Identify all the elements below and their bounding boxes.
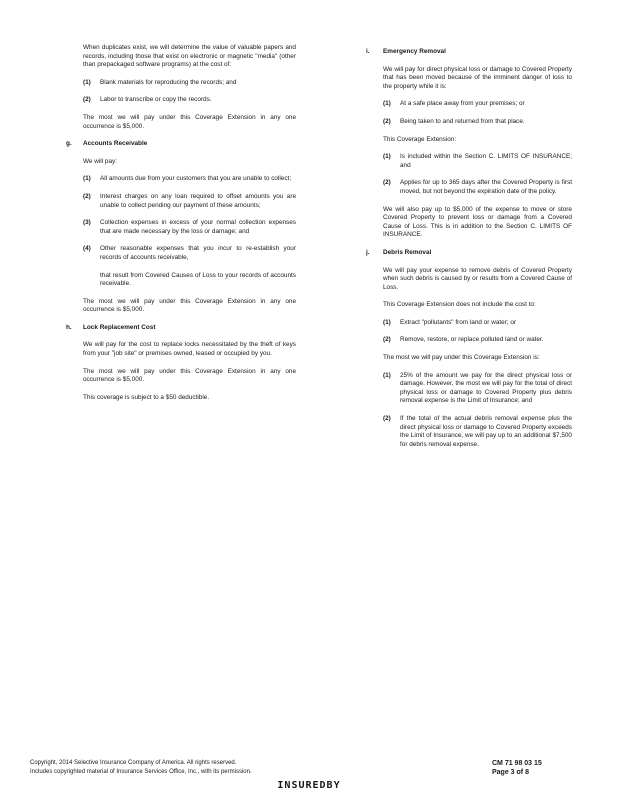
form-info — [492, 759, 592, 777]
section-heading-g — [66, 140, 296, 149]
lock-replacement-body — [66, 341, 296, 402]
section-letter: g. — [66, 140, 72, 148]
item-number: (2) — [83, 192, 91, 200]
list-item — [383, 336, 572, 345]
item-text: Collection expenses in excess of your normal collection expenses that are made necessary by the loss or damage; and — [100, 219, 296, 235]
copyright-line-2: Includes copyrighted material of Insurance Services Office, Inc., with its permission. — [30, 769, 252, 775]
extension-lead: This Coverage Extension: — [383, 135, 457, 143]
section-heading-i — [366, 48, 572, 57]
item-text: Applies for up to 365 days after the Covered Property is first moved, but not beyond the expiration date of the policy. — [400, 179, 572, 195]
item-text: 25% of the amount we pay for the direct physical loss or damage. However, the most we will pay for the total of direct physical loss or damage to Covered Property plus debris removal expense is the Limit of Insurance; and — [400, 371, 572, 405]
valuable-papers-limit: The most we will pay under this Coverage Extension in any one occurrence is $5,000. — [83, 113, 296, 130]
list-item — [383, 372, 572, 406]
list-item — [83, 96, 296, 105]
item-text: Being taken to and returned from that place. — [400, 117, 525, 125]
item-text: Extract "pollutants" from land or water; or — [400, 318, 517, 326]
right-column — [366, 44, 572, 458]
list-item — [383, 319, 572, 328]
section-title: Debris Removal — [383, 248, 432, 256]
item-number: (1) — [383, 371, 391, 379]
item-number: (2) — [383, 336, 391, 344]
emergency-removal-body — [366, 66, 572, 240]
lock-deductible: This coverage is subject to a $50 deductible. — [83, 393, 210, 401]
item-number: (1) — [383, 100, 391, 108]
section-title: Emergency Removal — [383, 48, 446, 55]
debris-body: We will pay your expense to remove debris of Covered Property when such debris is caused by or results from a Covered Cause of Loss. — [383, 266, 572, 291]
list-item — [383, 118, 572, 127]
item-text: If the total of the actual debris removal expense plus the direct physical loss or damage to Covered Property exceeds the Limit of Insurance, we will pay up to an additional $7,500 for debris removal expense. — [400, 415, 572, 448]
list-item — [83, 193, 296, 210]
item-number: (4) — [83, 245, 91, 253]
list-item — [383, 100, 572, 109]
lock-limit: The most we will pay under this Coverage Extension in any one occurrence is $5,000. — [83, 367, 296, 384]
accounts-limit: The most we will pay under this Coverage Extension in any one occurrence is $5,000. — [83, 297, 296, 314]
list-item — [83, 219, 296, 236]
item-text: At a safe place away from your premises; or — [400, 100, 525, 108]
item-number: (2) — [383, 415, 391, 423]
emergency-expense: We will also pay up to $5,000 of the expense to move or store Covered Property to prevent loss or damage from a Covered Cause of Loss. This is in addition to the Section C. LIMITS OF INSURANCE. — [383, 205, 572, 239]
section-heading-j — [366, 249, 572, 258]
item-number: (2) — [383, 117, 391, 125]
section-letter: i. — [366, 48, 370, 55]
left-column — [66, 44, 296, 411]
section-title: Lock Replacement Cost — [83, 323, 156, 331]
item-text: Blank materials for reproducing the records; and — [100, 78, 237, 86]
watermark-text: INSUREDBY — [277, 780, 341, 791]
item-number: (3) — [83, 219, 91, 227]
item-text: Interest charges on any loan required to offset amounts you are unable to collect pending our payment of these amounts; — [100, 192, 296, 209]
list-item — [83, 245, 296, 262]
item-text: All amounts due from your customers that you are unable to collect; — [100, 175, 292, 183]
list-item — [383, 415, 572, 449]
list-item — [83, 79, 296, 88]
section-title: Accounts Receivable — [83, 140, 148, 148]
lock-body: We will pay for the cost to replace locks necessitated by the theft of keys from your "job site" or premises owned, leased or occupied by you. — [83, 341, 296, 358]
item-number: (1) — [383, 318, 391, 326]
item-number: (1) — [83, 175, 91, 183]
emergency-body: We will pay for direct physical loss or damage to Covered Property that has been moved because of the imminent danger of loss to the property while it is: — [383, 65, 572, 90]
item-text: Labor to transcribe or copy the records. — [100, 96, 212, 104]
debris-most-lead: The most we will pay under this Coverage Extension is: — [383, 354, 540, 362]
accounts-trailer: that result from Covered Causes of Loss to your records of accounts receivable. — [100, 271, 296, 288]
item-text: Is included within the Section C. LIMITS OF INSURANCE; and — [400, 153, 572, 169]
section-letter: j. — [366, 248, 370, 256]
page-number: Page 3 of 8 — [492, 769, 529, 776]
valuable-papers-continued — [66, 44, 296, 131]
list-item — [383, 179, 572, 196]
item-number: (2) — [83, 96, 91, 104]
form-number: CM 71 98 03 15 — [492, 760, 542, 767]
accounts-receivable-body — [66, 158, 296, 315]
section-heading-h — [66, 324, 296, 333]
item-text: Remove, restore, or replace polluted land or water. — [400, 336, 544, 344]
accounts-lead: We will pay: — [83, 157, 117, 165]
list-item — [83, 175, 296, 184]
item-text: Other reasonable expenses that you incur to re-establish your records of accounts receivable, — [100, 245, 296, 261]
copyright-notice — [30, 759, 390, 777]
debris-exclusion-lead: This Coverage Extension does not include the cost to: — [383, 301, 536, 309]
list-item — [383, 153, 572, 170]
item-number: (2) — [383, 179, 391, 187]
debris-removal-body — [366, 267, 572, 450]
valuable-papers-intro: When duplicates exist, we will determine the value of valuable papers and records, including those that exist on electronic or magnetic "media" (other than prepackaged software programs) at the cost of: — [83, 44, 296, 69]
item-number: (1) — [383, 153, 391, 161]
item-number: (1) — [83, 78, 91, 86]
copyright-line-1: Copyright, 2014 Selective Insurance Company of America. All rights reserved. — [30, 760, 237, 766]
section-letter: h. — [66, 323, 72, 331]
